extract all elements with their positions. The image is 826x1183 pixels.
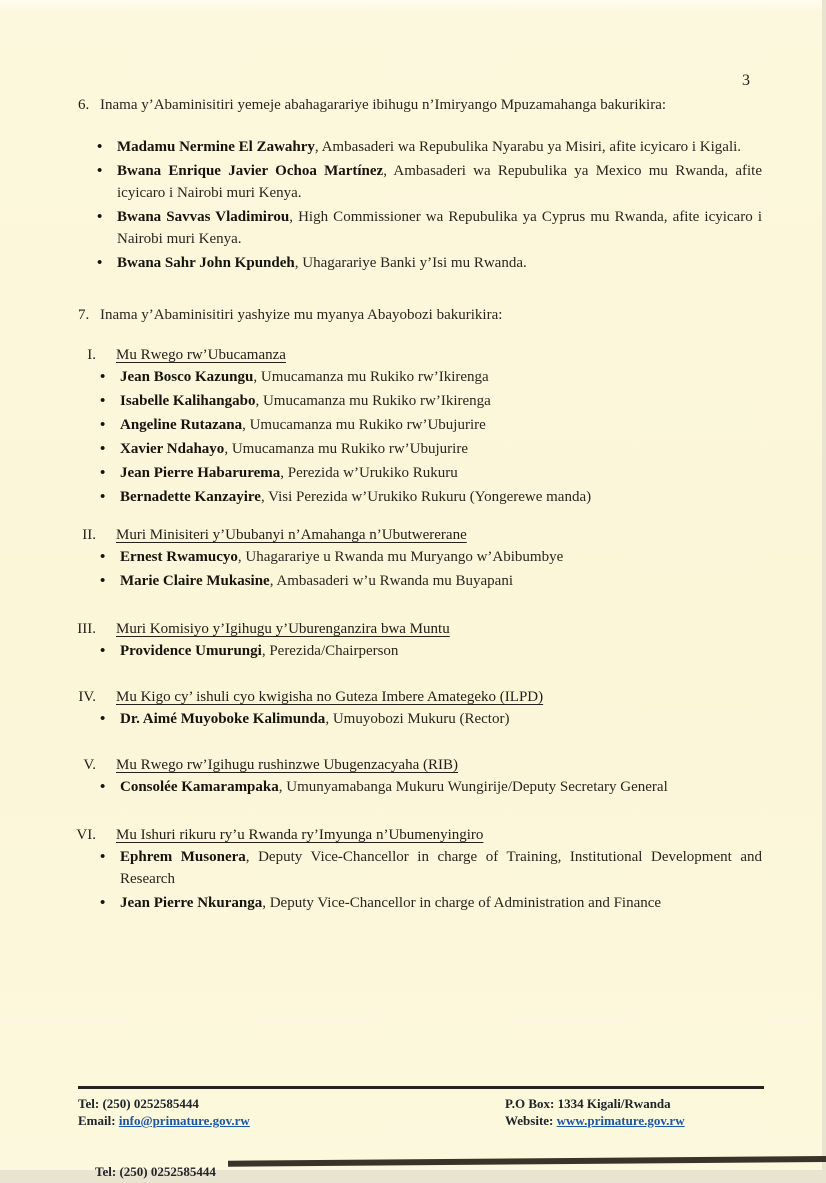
footer-website-link[interactable]: www.primature.gov.rw [556, 1113, 685, 1128]
person-name: Angeline Rutazana [120, 417, 243, 433]
section-numeral: VI. [76, 827, 96, 843]
footer-email-label: Email: [78, 1113, 119, 1128]
person-name: Ephrem Musonera [120, 849, 246, 865]
footer-website-label: Website: [505, 1113, 557, 1128]
person-desc: , Ambasaderi w’u Rwanda mu Buyapani [269, 573, 513, 589]
footer-left-column [78, 1095, 505, 1129]
section-heading-row [78, 344, 762, 366]
appointee-list [78, 546, 762, 592]
person-desc: , Ambasaderi wa Repubulika ya Mexico mu Rwanda, afite icyicaro i Nairobi muri Kenya. [117, 163, 762, 201]
section-rib [78, 754, 762, 798]
list-item [120, 640, 762, 662]
section-heading-row [78, 754, 762, 776]
person-desc: , Uhagarariye Banki y’Isi mu Rwanda. [294, 255, 527, 271]
section-heading-row [78, 524, 762, 546]
person-name: Ernest Rwamucyo [120, 549, 238, 565]
list-item [120, 776, 762, 798]
section-numeral: I. [87, 347, 96, 363]
list-item [120, 462, 762, 484]
person-desc: , Ambasaderi wa Repubulika Nyarabu ya Misiri, afite icyicaro i Kigali. [314, 139, 742, 155]
person-desc: , High Commissioner wa Repubulika ya Cyprus mu Rwanda, afite icyicaro i Nairobi muri Kenya. [117, 209, 762, 247]
person-name: Bwana Savvas Vladimirou [117, 209, 290, 225]
list-item [120, 892, 762, 914]
list-item [117, 136, 762, 158]
person-name: Isabelle Kalihangabo [120, 393, 256, 409]
numbered-item-7 [78, 304, 762, 326]
list-item [120, 546, 762, 568]
list-item [120, 708, 762, 730]
list-item [120, 438, 762, 460]
section-heading: Mu Rwego rw’Ubucamanza [116, 347, 286, 363]
footer-website-row [505, 1112, 764, 1129]
section-human-rights-commission [78, 618, 762, 662]
list-item [120, 486, 762, 508]
person-desc: , Umucamanza mu Rukiko rw’Ikirenga [253, 369, 489, 385]
person-desc: , Uhagarariye u Rwanda mu Muryango w’Abibumbye [237, 549, 564, 565]
person-name: Bwana Enrique Javier Ochoa Martínez [117, 163, 384, 179]
list-item [120, 390, 762, 412]
person-name: Jean Pierre Habarurema [120, 465, 281, 481]
person-desc: , Umucamanza mu Rukiko rw’Ikirenga [255, 393, 491, 409]
footer-columns [78, 1095, 764, 1129]
person-desc: , Perezida/Chairperson [261, 643, 399, 659]
person-name: Xavier Ndahayo [120, 441, 225, 457]
person-desc: , Perezida w’Urukiko Rukuru [280, 465, 458, 481]
section-heading: Mu Kigo cy’ ishuli cyo kwigisha no Guteza Imbere Amategeko (ILPD) [116, 689, 544, 705]
list-item [120, 414, 762, 436]
person-desc: , Umucamanza mu Rukiko rw’Ubujurire [224, 441, 468, 457]
section-numeral: II. [82, 527, 96, 543]
page-footer [78, 1086, 764, 1129]
section-heading-row [78, 686, 762, 708]
footer-email-link[interactable]: info@primature.gov.rw [118, 1113, 250, 1128]
appointee-list [78, 708, 762, 730]
person-desc: , Umunyamabanga Mukuru Wungirije/Deputy Secretary General [278, 779, 668, 795]
section-numeral: V. [83, 757, 96, 773]
item-7-text: Inama y’Abaminisitiri yashyize mu myanya Abayobozi bakurikira: [100, 307, 503, 323]
section-polytechnic [78, 824, 762, 914]
appointee-list [78, 640, 762, 662]
list-item [117, 160, 762, 204]
item-6-number: 6. [78, 97, 90, 113]
item-7-number: 7. [78, 307, 90, 323]
person-name: Consolée Kamarampaka [120, 779, 279, 795]
list-item [117, 252, 762, 274]
person-name: Jean Pierre Nkuranga [120, 895, 263, 911]
page-number: 3 [742, 72, 750, 89]
person-desc: , Umuyobozi Mukuru (Rector) [325, 711, 510, 727]
section-foreign-affairs [78, 524, 762, 592]
next-page-edge-line [228, 1156, 826, 1167]
footer-right-column [505, 1095, 764, 1129]
section-ilpd [78, 686, 762, 730]
section-heading: Mu Rwego rw’Igihugu rushinzwe Ubugenzacyaha (RIB) [116, 757, 458, 773]
next-page-tel-partial: Tel: (250) 0252585444 [95, 1164, 216, 1179]
section-heading: Mu Ishuri rikuru ry’u Rwanda ry’Imyunga n’Ubumenyingiro [116, 827, 484, 843]
footer-email-row [78, 1112, 505, 1129]
person-desc: , Visi Perezida w’Urukiko Rukuru (Yongerewe manda) [260, 489, 592, 505]
person-name: Bwana Sahr John Kpundeh [117, 255, 295, 271]
person-name: Dr. Aimé Muyoboke Kalimunda [120, 711, 326, 727]
list-item [120, 846, 762, 890]
person-name: Marie Claire Mukasine [120, 573, 270, 589]
person-name: Bernadette Kanzayire [120, 489, 261, 505]
item-6-text: Inama y’Abaminisitiri yemeje abahagarariye ibihugu n’Imiryango Mpuzamahanga bakurikira: [100, 97, 667, 113]
appointee-list [78, 366, 762, 508]
section-heading: Muri Komisiyo y’Igihugu y’Uburenganzira bwa Muntu [116, 621, 450, 637]
person-desc: , Deputy Vice-Chancellor in charge of Administration and Finance [262, 895, 662, 911]
numbered-item-6 [78, 94, 762, 116]
section-numeral: III. [77, 621, 96, 637]
appointee-list [78, 846, 762, 914]
section-heading-row [78, 618, 762, 640]
list-item [120, 570, 762, 592]
list-item [117, 206, 762, 250]
list-item [120, 366, 762, 388]
section-heading-row [78, 824, 762, 846]
footer-tel: Tel: (250) 0252585444 [78, 1096, 199, 1111]
section-heading: Muri Minisiteri y’Ububanyi n’Amahanga n’Ubutwererane [116, 527, 467, 543]
ambassador-list [78, 136, 762, 274]
person-name: Madamu Nermine El Zawahry [117, 139, 315, 155]
person-desc: , Deputy Vice-Chancellor in charge of Training, Institutional Development and Research [120, 849, 762, 887]
person-desc: , Umucamanza mu Rukiko rw’Ubujurire [242, 417, 486, 433]
section-numeral: IV. [78, 689, 96, 705]
section-judiciary [78, 344, 762, 508]
person-name: Providence Umurungi [120, 643, 262, 659]
appointee-list [78, 776, 762, 798]
person-name: Jean Bosco Kazungu [120, 369, 254, 385]
footer-pobox: P.O Box: 1334 Kigali/Rwanda [505, 1096, 671, 1111]
